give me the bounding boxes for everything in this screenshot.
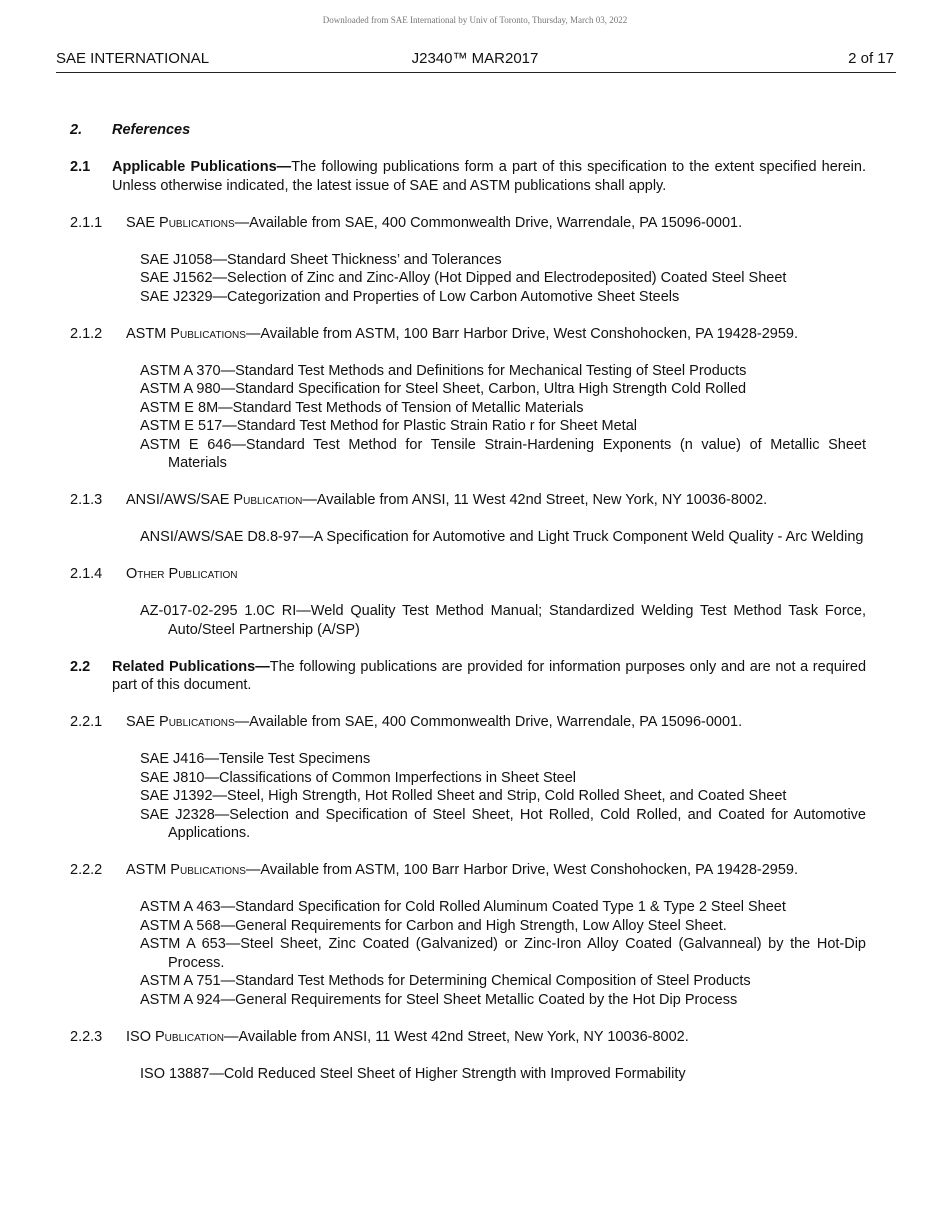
subsection-number: 2.2 — [70, 658, 91, 675]
applicable-publication-groups — [70, 214, 866, 640]
publication-group-label: Other Publication — [126, 566, 238, 582]
publication-group-heading — [70, 214, 866, 233]
reference-list — [140, 750, 866, 843]
reference-list — [140, 898, 866, 1009]
publication-group-label: ASTM Publications — [126, 325, 246, 342]
reference-item: SAE J810—Classifications of Common Imperfections in Sheet Steel — [140, 769, 577, 786]
subsection-lead: Applicable Publications— — [112, 159, 292, 175]
reference-item: SAE J1562—Selection of Zinc and Zinc-Alloy (Hot Dipped and Electrodeposited) Coated Steel Sheet — [140, 270, 787, 286]
reference-item: ASTM E 646—Standard Test Method for Tensile Strain-Hardening Exponents (n value) of Metallic Sheet Materials — [140, 436, 866, 471]
reference-item: ASTM E 517—Standard Test Method for Plastic Strain Ratio r for Sheet Metal — [140, 418, 637, 434]
header-rule — [56, 72, 896, 73]
header-document-id: J2340™ MAR2017 — [411, 50, 539, 67]
applicable-publications-intro — [70, 158, 866, 195]
section-heading — [70, 121, 866, 140]
download-watermark: Downloaded from SAE International by Univ of Toronto, Thursday, March 03, 2022 — [322, 15, 628, 25]
related-publication-groups — [70, 713, 866, 1083]
reference-item: ASTM E 8M—Standard Test Methods of Tension of Metallic Materials — [140, 399, 584, 416]
reference-item: ISO 13887—Cold Reduced Steel Sheet of Higher Strength with Improved Formability — [140, 1065, 686, 1082]
publication-group-heading — [70, 713, 866, 732]
reference-item: ASTM A 980—Standard Specification for Steel Sheet, Carbon, Ultra High Strength Cold Rolled — [140, 381, 747, 397]
reference-list — [140, 251, 866, 307]
publication-group-source: —Available from ASTM, 100 Barr Harbor Drive, West Conshohocken, PA 19428-2959. — [245, 325, 798, 342]
publication-group-source: —Available from SAE, 400 Commonwealth Drive, Warrendale, PA 15096-0001. — [234, 214, 743, 231]
publication-group-label: ISO Publication — [126, 1028, 224, 1045]
reference-item: SAE J1058—Standard Sheet Thickness’ and Tolerances — [140, 251, 502, 268]
reference-list — [140, 528, 866, 547]
reference-item: SAE J2328—Selection and Specification of Steel Sheet, Hot Rolled, Cold Rolled, and Coated for Automotive Applications. — [140, 806, 866, 841]
publication-group-heading — [70, 1028, 866, 1047]
reference-item: SAE J2329—Categorization and Properties of Low Carbon Automotive Sheet Steels — [140, 288, 680, 305]
reference-item: ASTM A 463—Standard Specification for Cold Rolled Aluminum Coated Type 1 & Type 2 Steel Sheet — [140, 899, 786, 915]
publication-group-heading — [70, 325, 866, 344]
header-page-number: 2 of 17 — [848, 50, 894, 67]
reference-item: SAE J416—Tensile Test Specimens — [140, 751, 371, 767]
publication-group-number: 2.1.4 — [70, 566, 103, 582]
publication-group-source: —Available from ANSI, 11 West 42nd Street, New York, NY 10036-8002. — [302, 492, 768, 508]
reference-list — [140, 1065, 866, 1084]
subsection-text: The following publications form a part of this specification to the extent specified herein. Unless otherwise indicated, the latest issue of SAE and ASTM publications shall apply. — [112, 159, 866, 194]
reference-item: ASTM A 653—Steel Sheet, Zinc Coated (Galvanized) or Zinc-Iron Alloy Coated (Galvanneal) by the Hot-Dip Process. — [140, 936, 866, 971]
related-publications-intro — [70, 658, 866, 695]
subsection-number: 2.1 — [70, 159, 91, 175]
publication-group-heading — [70, 861, 866, 880]
subsection-text: The following publications are provided for information purposes only and are not a required part of this document. — [112, 658, 867, 693]
publication-group-heading — [70, 491, 866, 510]
reference-item: ASTM A 924—General Requirements for Steel Sheet Metallic Coated by the Hot Dip Process — [140, 991, 738, 1008]
subsection-lead: Related Publications— — [112, 658, 270, 675]
publication-group-number: 2.1.1 — [70, 214, 103, 231]
publication-group-label: ASTM Publications — [126, 862, 246, 878]
reference-item: SAE J1392—Steel, High Strength, Hot Rolled Sheet and Strip, Cold Rolled Sheet, and Coated Sheet — [140, 788, 787, 804]
section-number: 2. — [70, 122, 83, 138]
reference-item: ASTM A 370—Standard Test Methods and Definitions for Mechanical Testing of Steel Products — [140, 362, 747, 379]
publication-group-number: 2.2.1 — [70, 714, 103, 730]
publication-group-number: 2.1.2 — [70, 325, 103, 342]
publication-group-label: ANSI/AWS/SAE Publication — [126, 492, 303, 508]
publication-group-source: —Available from ASTM, 100 Barr Harbor Drive, West Conshohocken, PA 19428-2959. — [245, 862, 798, 878]
reference-item: ANSI/AWS/SAE D8.8-97—A Specification for Automotive and Light Truck Component Weld Quality - Arc Welding — [140, 529, 864, 545]
reference-item: ASTM A 751—Standard Test Methods for Determining Chemical Composition of Steel Products — [140, 973, 751, 989]
reference-item: ASTM A 568—General Requirements for Carbon and High Strength, Low Alloy Steel Sheet. — [140, 917, 727, 934]
reference-list — [140, 602, 866, 639]
publication-group-label: SAE Publications — [126, 214, 235, 231]
publication-group-heading — [70, 565, 866, 584]
publication-group-number: 2.2.3 — [70, 1028, 103, 1045]
publication-group-number: 2.1.3 — [70, 492, 103, 508]
header-publisher: SAE INTERNATIONAL — [56, 50, 210, 67]
publication-group-source: —Available from SAE, 400 Commonwealth Drive, Warrendale, PA 15096-0001. — [234, 714, 743, 730]
section-title: References — [112, 122, 191, 138]
reference-list — [140, 362, 866, 473]
publication-group-source: —Available from ANSI, 11 West 42nd Street, New York, NY 10036-8002. — [223, 1028, 689, 1045]
reference-item: AZ-017-02-295 1.0C RI—Weld Quality Test Method Manual; Standardized Welding Test Method Task Force, Auto/Steel Partnership (A/SP) — [140, 603, 866, 638]
publication-group-label: SAE Publications — [126, 714, 235, 730]
document-body — [70, 121, 866, 1102]
publication-group-number: 2.2.2 — [70, 862, 103, 878]
